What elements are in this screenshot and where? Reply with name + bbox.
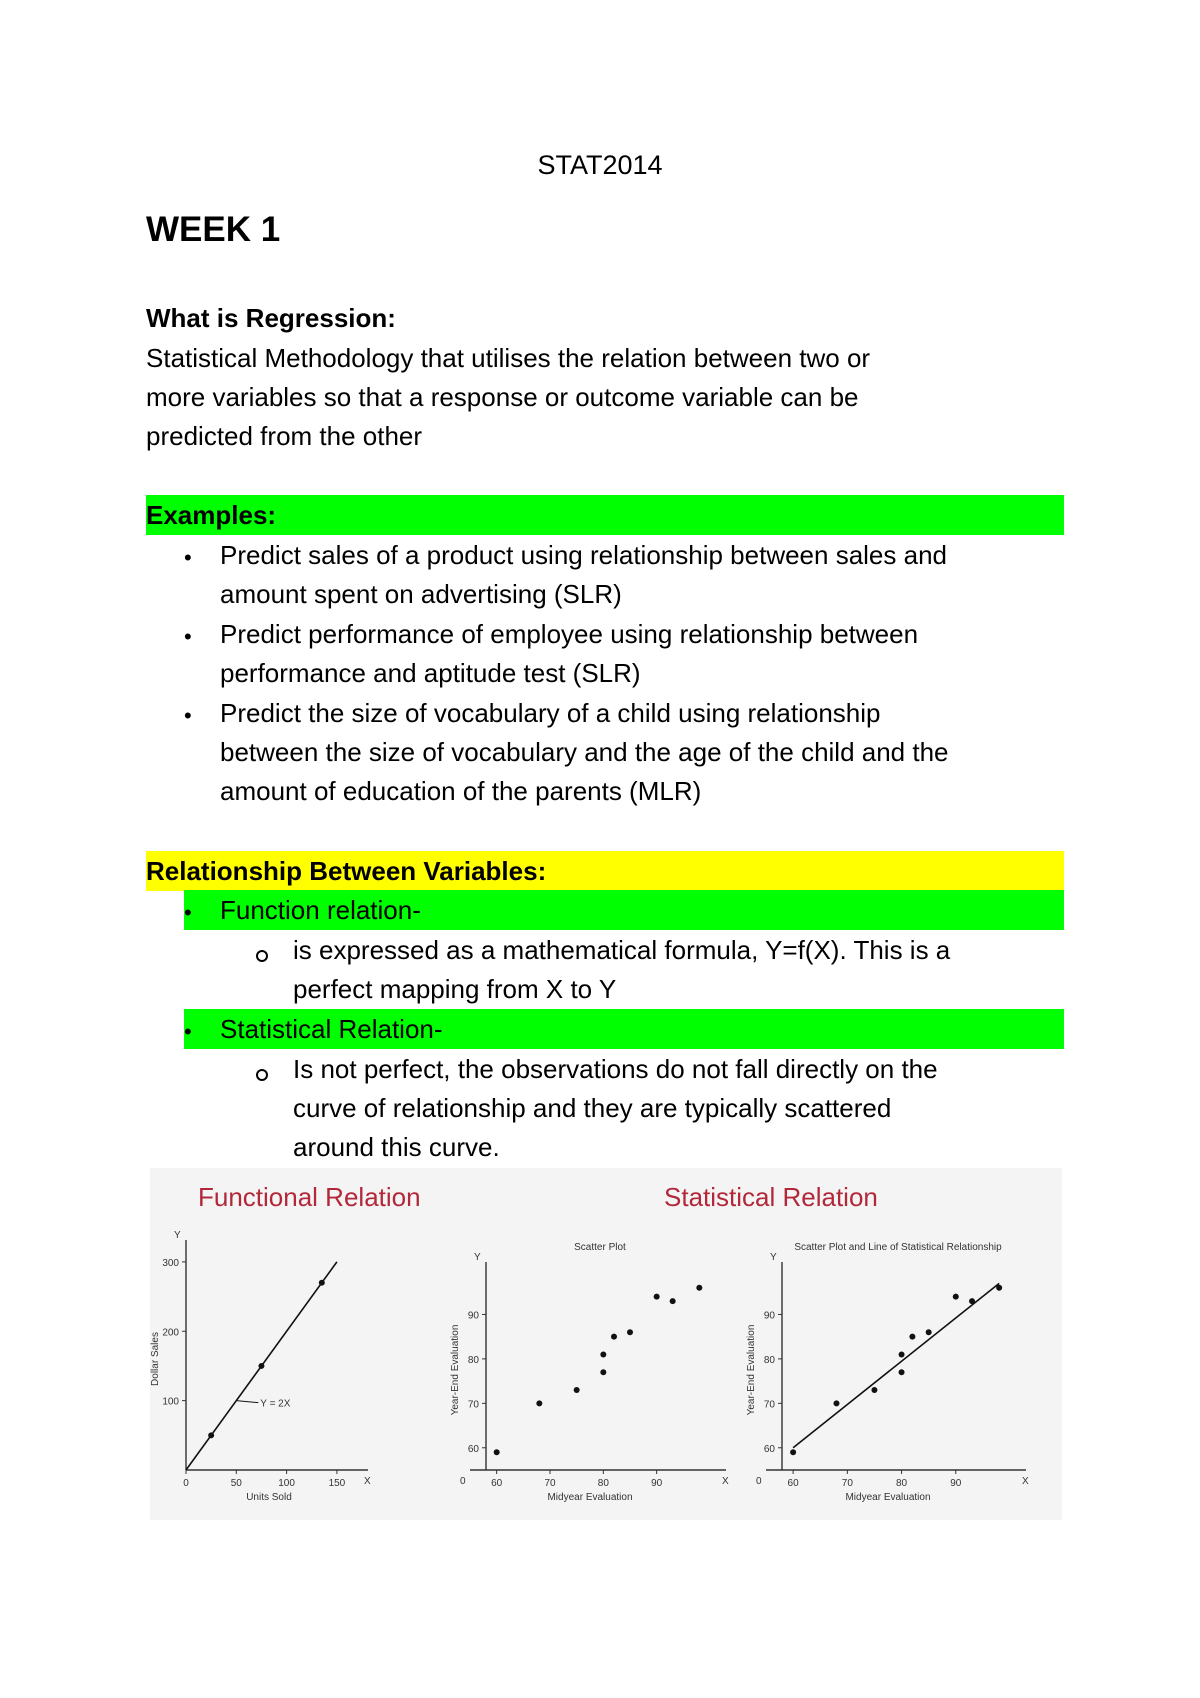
data-point — [953, 1294, 959, 1300]
x-tick-label: 80 — [895, 1478, 908, 1489]
y-tick-label: 60 — [763, 1443, 775, 1455]
course-code: STAT2014 — [537, 150, 663, 180]
example-1-line-1: Predict sales of a product using relationship between sales and — [220, 540, 947, 570]
y-tick-label: 200 — [162, 1327, 179, 1339]
data-point — [670, 1298, 676, 1304]
origin-label: 0 — [460, 1476, 466, 1487]
data-point — [926, 1329, 932, 1335]
week-heading: WEEK 1 — [146, 210, 281, 249]
examples-heading: Examples: — [146, 500, 277, 530]
annotation-pointer — [236, 1401, 258, 1403]
y-tick-label: 90 — [763, 1310, 775, 1322]
y-axis-label: Year-End Evaluation — [450, 1324, 461, 1416]
x-axis-label: Units Sold — [246, 1492, 292, 1503]
statistical-detail-3: around this curve. — [293, 1132, 500, 1162]
statistical-relation-title: Statistical Relation — [664, 1182, 878, 1212]
x-tick-label: 150 — [328, 1478, 346, 1489]
statistical-detail-1: Is not perfect, the observations do not fall directly on the — [293, 1054, 938, 1084]
x-tick-label: 50 — [230, 1478, 242, 1489]
data-point — [536, 1400, 542, 1406]
data-point — [494, 1449, 500, 1455]
data-point — [833, 1400, 839, 1406]
y-tick-label: 70 — [467, 1399, 479, 1411]
x-tick-label: 60 — [491, 1478, 503, 1489]
x-tick-label: 70 — [841, 1478, 853, 1489]
y-axis-letter: Y — [174, 1230, 181, 1241]
regression-line-2: more variables so that a response or outcome variable can be — [146, 382, 859, 412]
function-relation-label: Function relation- — [220, 895, 421, 925]
x-tick-label: 100 — [278, 1478, 295, 1489]
example-1-line-2: amount spent on advertising (SLR) — [220, 579, 622, 609]
y-tick-label: 90 — [467, 1310, 479, 1322]
y-tick-label: 60 — [467, 1443, 479, 1455]
function-detail-2: perfect mapping from X to Y — [293, 974, 617, 1004]
x-axis-letter: X — [1022, 1476, 1029, 1487]
data-point — [969, 1298, 975, 1304]
functional-relation-title: Functional Relation — [198, 1182, 421, 1212]
example-3-line-2: between the size of vocabulary and the age of the child and the — [220, 737, 949, 767]
x-axis-letter: X — [722, 1476, 729, 1487]
y-axis-letter: Y — [770, 1252, 777, 1263]
data-point — [611, 1334, 617, 1340]
example-2-line-1: Predict performance of employee using relationship between — [220, 619, 919, 649]
y-tick-label: 80 — [467, 1354, 479, 1366]
chart-title: Scatter Plot — [574, 1242, 626, 1253]
data-point — [654, 1294, 660, 1300]
y-axis-label: Year-End Evaluation — [746, 1324, 757, 1416]
statistical-relation-label: Statistical Relation- — [220, 1014, 443, 1044]
data-point — [871, 1387, 877, 1393]
x-tick-label: 90 — [950, 1478, 962, 1489]
data-point — [909, 1334, 915, 1340]
y-tick-label: 300 — [162, 1257, 179, 1269]
relationship-heading: Relationship Between Variables: — [146, 856, 547, 886]
data-point — [790, 1449, 796, 1455]
regression-line-3: predicted from the other — [146, 421, 423, 451]
y-tick-label: 100 — [162, 1396, 179, 1408]
example-3-line-3: amount of education of the parents (MLR) — [220, 776, 702, 806]
y-tick-label: 80 — [763, 1354, 775, 1366]
origin-label: 0 — [756, 1476, 762, 1487]
data-point — [899, 1351, 905, 1357]
bullet-icon: • — [184, 703, 192, 728]
data-point — [600, 1369, 606, 1375]
data-point — [996, 1285, 1002, 1291]
data-point — [574, 1387, 580, 1393]
bullet-icon: • — [184, 624, 192, 649]
data-point — [258, 1363, 264, 1369]
x-axis-label: Midyear Evaluation — [845, 1492, 931, 1503]
example-3-line-1: Predict the size of vocabulary of a child using relationship — [220, 698, 881, 728]
examples-highlight — [146, 495, 1064, 535]
data-point — [899, 1369, 905, 1375]
statistical-detail-2: curve of relationship and they are typically scattered — [293, 1093, 892, 1123]
x-axis-letter: X — [364, 1476, 371, 1487]
x-tick-label: 60 — [787, 1478, 799, 1489]
data-point — [696, 1285, 702, 1291]
y-axis-letter: Y — [474, 1252, 481, 1263]
relationship-line — [793, 1283, 999, 1447]
x-axis-label: Midyear Evaluation — [547, 1492, 633, 1503]
example-2-line-2: performance and aptitude test (SLR) — [220, 658, 641, 688]
data-point — [319, 1280, 325, 1286]
data-point — [208, 1432, 214, 1438]
line-annotation: Y = 2X — [260, 1398, 291, 1410]
data-point — [600, 1351, 606, 1357]
bullet-icon: • — [184, 545, 192, 570]
circle-bullet-icon — [256, 1069, 268, 1081]
x-tick-label: 0 — [183, 1478, 189, 1489]
data-point — [627, 1329, 633, 1335]
x-tick-label: 90 — [651, 1478, 663, 1489]
function-detail-1: is expressed as a mathematical formula, Y=f(X). This is a — [293, 935, 951, 965]
chart-title: Scatter Plot and Line of Statistical Relationship — [794, 1242, 1002, 1253]
x-tick-label: 70 — [544, 1478, 556, 1489]
regression-heading: What is Regression: — [146, 303, 396, 333]
relation-charts — [150, 1168, 1062, 1520]
circle-bullet-icon — [256, 950, 268, 962]
regression-line-1: Statistical Methodology that utilises the relation between two or — [146, 343, 871, 373]
x-tick-label: 80 — [597, 1478, 609, 1489]
y-axis-label: Dollar Sales — [150, 1332, 161, 1386]
relation-figure — [150, 1168, 1062, 1520]
bullet-icon: • — [184, 1019, 192, 1044]
bullet-icon: • — [184, 900, 192, 925]
y-tick-label: 70 — [763, 1399, 775, 1411]
